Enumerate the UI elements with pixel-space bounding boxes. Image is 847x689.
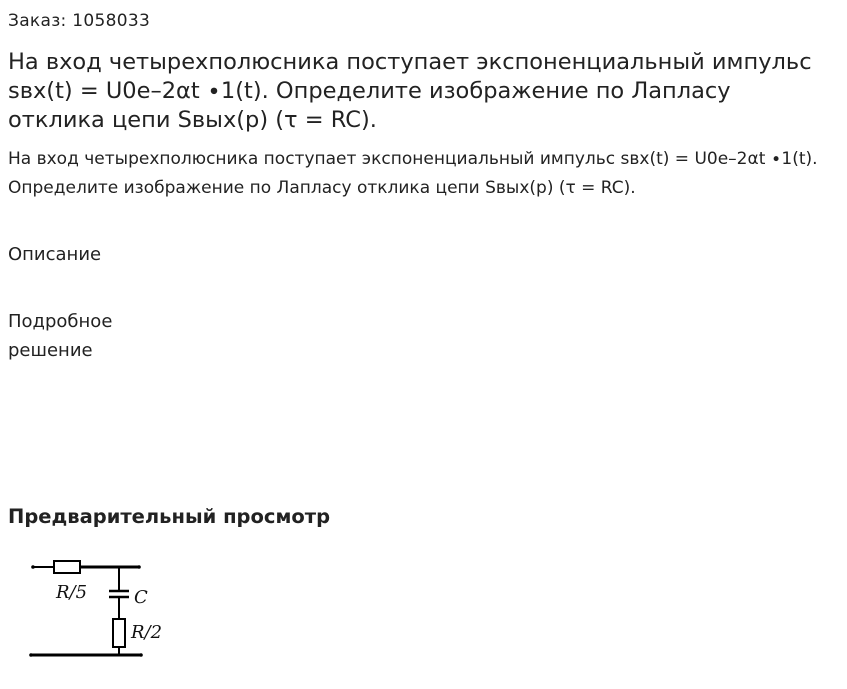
shunt-resistor-label: R/2 (131, 622, 163, 643)
order-number: Заказ: 1058033 (8, 11, 151, 31)
task-title: На вход четырехполюсника поступает экспоненциальный импульс sвх(t) = U0e–2αt ∙1(t). Определите изображение по Лапласу отклика цепи Sвых(p) (τ = RC). (8, 49, 812, 133)
top-input-terminal (31, 565, 35, 569)
task-description: На вход четырехполюсника поступает экспоненциальный импульс sвх(t) = U0e–2αt ∙1(t). Определите изображение по Лапласу отклика цепи Sвых(p) (τ = RC). (8, 149, 818, 198)
preview-title: Предварительный просмотр (8, 505, 331, 528)
series-resistor (54, 561, 80, 573)
series-resistor-label: R/5 (56, 582, 88, 603)
capacitor-label: C (134, 587, 148, 608)
bottom-input-terminal (29, 653, 33, 657)
top-output-terminal (137, 565, 141, 569)
solution-section-label: Подробное решение (8, 311, 113, 361)
shunt-resistor (113, 619, 125, 647)
description-section-label: Описание (8, 244, 102, 265)
circuit-diagram (24, 552, 174, 664)
bottom-output-terminal (139, 653, 143, 657)
